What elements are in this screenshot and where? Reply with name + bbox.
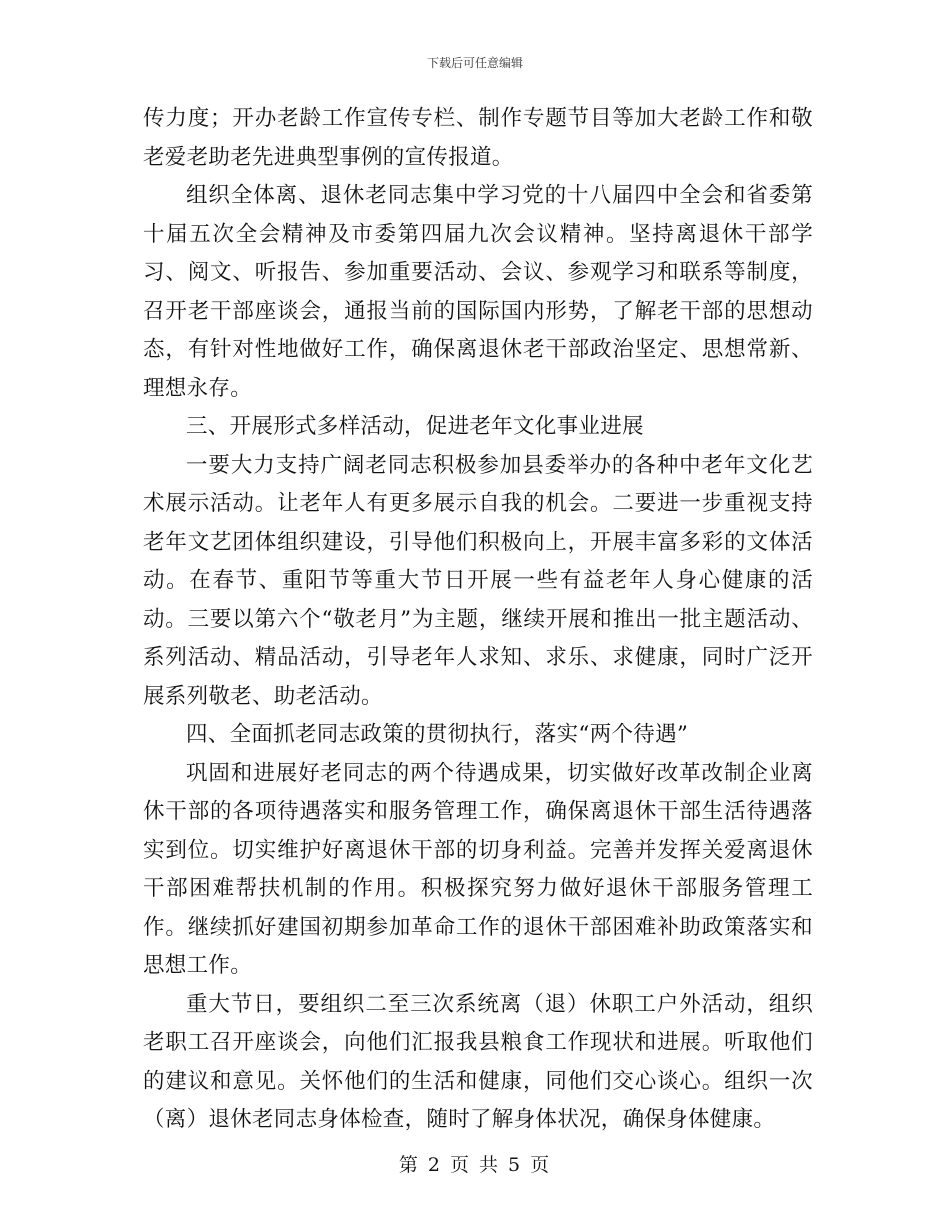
paragraph-continued: 传力度；开办老龄工作宣传专栏、制作专题节目等加大老龄工作和敬老爱老助老先进典型事例的宣传报道。	[143, 106, 813, 170]
section-heading-4: 四、全面抓老同志政策的贯彻执行，落实“两个待遇”	[186, 722, 689, 747]
document-body	[143, 100, 813, 1140]
paragraph-holidays: 重大节日，要组织二至三次系统离（退）休职工户外活动，组织老职工召开座谈会，向他们汇报我县粮食工作现状和进展。听取他们的建议和意见。关怀他们的生活和健康，同他们交心谈心。组织一次（离）退休老同志身体检查，随时了解身体状况，确保身体健康。	[143, 991, 813, 1132]
paragraph-benefits: 巩固和进展好老同志的两个待遇成果，切实做好改革改制企业离休干部的各项待遇落实和服务管理工作，确保离退休干部生活待遇落实到位。切实维护好离退休干部的切身利益。完善并发挥关爱离退休干部困难帮扶机制的作用。积极探究努力做好退休干部服务管理工作。继续抓好建国初期参加革命工作的退休干部困难补助政策落实和思想工作。	[143, 760, 813, 978]
paragraph-activities: 一要大力支持广阔老同志积极参加县委举办的各种中老年文化艺术展示活动。让老年人有更多展示自我的机会。二要进一步重视支持老年文艺团体组织建设，引导他们积极向上，开展丰富多彩的文体活动。在春节、重阳节等重大节日开展一些有益老年人身心健康的活动。三要以第六个“敬老月”为主题，继续开展和推出一批主题活动、系列活动、精品活动，引导老年人求知、求乐、求健康，同时广泛开展系列敬老、助老活动。	[143, 452, 813, 709]
paragraph-study: 组织全体离、退休老同志集中学习党的十八届四中全会和省委第十届五次全会精神及市委第四届九次会议精神。坚持离退休干部学习、阅文、听报告、参加重要活动、会议、参观学习和联系等制度，召开老干部座谈会，通报当前的国际国内形势，了解老干部的思想动态，有针对性地做好工作，确保离退休老干部政治坚定、思想常新、理想永存。	[143, 183, 813, 401]
page-number: 第 2 页 共 5 页	[398, 1154, 552, 1176]
page-header: 下载后可任意编辑	[426, 56, 523, 70]
section-heading-3: 三、开展形式多样活动，促进老年文化事业进展	[186, 414, 644, 439]
